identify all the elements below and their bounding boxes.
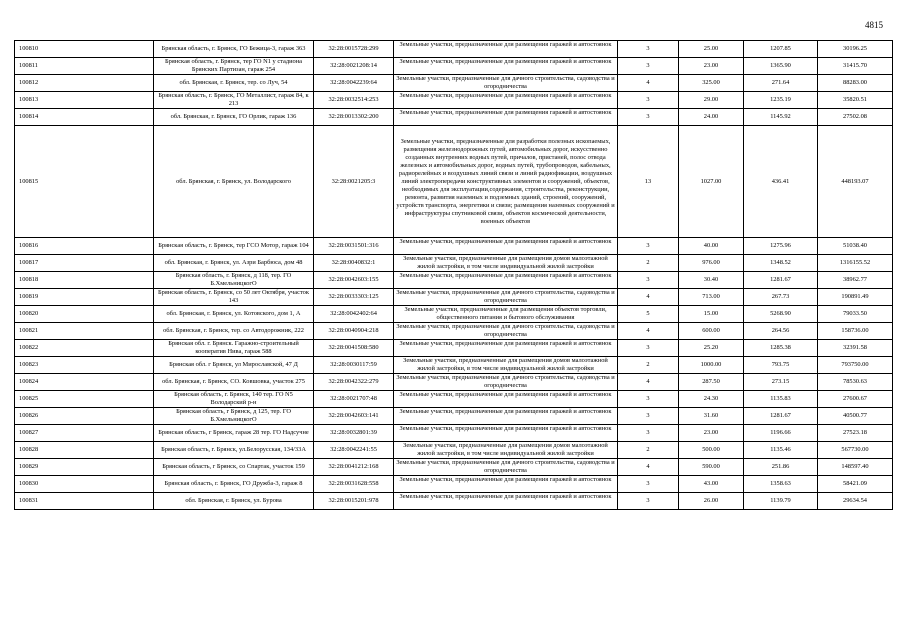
address-cell: обл. Брянская, г. Брянск, тер. со Автодорожник, 222 — [154, 323, 314, 340]
table-row — [15, 442, 893, 459]
record-number-cell: 100829 — [15, 459, 154, 476]
land-use-cell: Земельные участки, предназначенные для размещения гаражей и автостоянок — [394, 340, 618, 357]
area-cell: 713.00 — [679, 289, 744, 306]
address-cell: Брянская область, г. Брянск, со 50 лет Октября, участок 143 — [154, 289, 314, 306]
address-cell: Брянская область, г. Брянск, ул.Белорусская, 134/33А — [154, 442, 314, 459]
cadastral-number-cell: 32:28:0021205:3 — [314, 126, 394, 238]
specific-value-cell: 264.56 — [744, 323, 818, 340]
group-code-cell: 3 — [618, 92, 679, 109]
table-row — [15, 493, 893, 510]
table-row — [15, 374, 893, 391]
cadastral-value-cell: 79033.50 — [818, 306, 893, 323]
table-row — [15, 92, 893, 109]
address-cell: обл. Брянская, г. Брянск, тер. со Луч, 54 — [154, 75, 314, 92]
table-row — [15, 255, 893, 272]
table-row — [15, 238, 893, 255]
cadastral-number-cell: 32:28:0032514:253 — [314, 92, 394, 109]
specific-value-cell: 436.41 — [744, 126, 818, 238]
table-row — [15, 391, 893, 408]
area-cell: 29.00 — [679, 92, 744, 109]
cadastral-value-cell: 51038.40 — [818, 238, 893, 255]
table-row — [15, 109, 893, 126]
area-cell: 976.00 — [679, 255, 744, 272]
address-cell: обл. Брянская, г. Брянск, ул. Котовского, дом 1, А — [154, 306, 314, 323]
record-number-cell: 100814 — [15, 109, 154, 126]
cadastral-number-cell: 32:28:0021208:14 — [314, 58, 394, 75]
group-code-cell: 3 — [618, 238, 679, 255]
group-code-cell: 13 — [618, 126, 679, 238]
address-cell: обл. Брянская, г. Брянск, ул. Азри Барбюса, дом 48 — [154, 255, 314, 272]
record-number-cell: 100831 — [15, 493, 154, 510]
land-use-cell: Земельные участки, предназначенные для дачного строительства, садоводства и огородничества — [394, 289, 618, 306]
group-code-cell: 2 — [618, 255, 679, 272]
cadastral-number-cell: 32:28:0015201:978 — [314, 493, 394, 510]
specific-value-cell: 1135.46 — [744, 442, 818, 459]
land-use-cell: Земельные участки, предназначенные для размещения домов малоэтажной жилой застройки, в том числе индивидуальной жилой застройки — [394, 442, 618, 459]
cadastral-value-cell: 27502.08 — [818, 109, 893, 126]
group-code-cell: 3 — [618, 340, 679, 357]
record-number-cell: 100825 — [15, 391, 154, 408]
land-use-cell: Земельные участки, предназначенные для размещения объектов торговли, общественного питания и бытового обслуживания — [394, 306, 618, 323]
cadastral-number-cell: 32:28:0042603:155 — [314, 272, 394, 289]
cadastral-number-cell: 32:28:0031628:558 — [314, 476, 394, 493]
group-code-cell: 3 — [618, 476, 679, 493]
land-use-cell: Земельные участки, предназначенные для размещения гаражей и автостоянок — [394, 58, 618, 75]
record-number-cell: 100824 — [15, 374, 154, 391]
area-cell: 30.40 — [679, 272, 744, 289]
land-use-cell: Земельные участки, предназначенные для разработки полезных ископаемых, размещения железнодорожных путей, автомобильных дорог, искусственно созданных внутренних водных путей, причалов, пристаней, полос отвода железных и автомобильных дорог, водных путей, трубопроводов, кабельных, радиорелейных и воздушных линий связи и линий радиофикации, воздушных линий электропередачи конструктивных элементов и сооружений, объектов, необходимых для эксплуатации,содержания, строительства, реконструкции, ремонта, развития наземных и подземных зданий, строений, сооружений, устройств транспорта, энергетики и связи; размещения наземных сооружений и инфраструктуры спутниковой связи, объектов космической деятельности, военных объектов — [394, 126, 618, 238]
record-number-cell: 100812 — [15, 75, 154, 92]
cadastral-number-cell: 32:28:0033303:125 — [314, 289, 394, 306]
group-code-cell: 3 — [618, 272, 679, 289]
area-cell: 590.00 — [679, 459, 744, 476]
group-code-cell: 4 — [618, 459, 679, 476]
land-use-cell: Земельные участки, предназначенные для размещения гаражей и автостоянок — [394, 476, 618, 493]
address-cell: Брянская область, г. Брянск, ГО Бежица-3, гараж 363 — [154, 41, 314, 58]
area-cell: 26.00 — [679, 493, 744, 510]
address-cell: Брянская обл. г. Брянск. Гаражно-строительный кооператив Нива, гараж 588 — [154, 340, 314, 357]
land-use-cell: Земельные участки, предназначенные для размещения домов малоэтажной жилой застройки, в том числе индивидуальной жилой застройки — [394, 357, 618, 374]
area-cell: 25.00 — [679, 41, 744, 58]
address-cell: Брянская область, г. Брянск, тер ГСО Мотор, гараж 104 — [154, 238, 314, 255]
table-row — [15, 340, 893, 357]
cadastral-number-cell: 32:28:0021707:48 — [314, 391, 394, 408]
cadastral-number-cell: 32:28:0040832:1 — [314, 255, 394, 272]
group-code-cell: 5 — [618, 306, 679, 323]
area-cell: 24.00 — [679, 109, 744, 126]
group-code-cell: 3 — [618, 408, 679, 425]
cadastral-number-cell: 32:28:0041508:580 — [314, 340, 394, 357]
cadastral-number-cell: 32:28:0042603:141 — [314, 408, 394, 425]
land-use-cell: Земельные участки, предназначенные для размещения гаражей и автостоянок — [394, 272, 618, 289]
cadastral-value-cell: 30196.25 — [818, 41, 893, 58]
cadastral-value-cell: 31415.70 — [818, 58, 893, 75]
cadastral-number-cell: 32:28:0041212:168 — [314, 459, 394, 476]
group-code-cell: 4 — [618, 75, 679, 92]
address-cell: Брянская область, г Брянск, д 125, тер. ГО Б.ХмельницкогО — [154, 408, 314, 425]
address-cell: обл. Брянская, г. Брянск, СО. Ковшовка, участок 275 — [154, 374, 314, 391]
table-row — [15, 476, 893, 493]
land-use-cell: Земельные участки, предназначенные для размещения гаражей и автостоянок — [394, 109, 618, 126]
land-use-cell: Земельные участки, предназначенные для дачного строительства, садоводства и огородничества — [394, 374, 618, 391]
cadastral-value-cell: 158736.00 — [818, 323, 893, 340]
area-cell: 43.00 — [679, 476, 744, 493]
record-number-cell: 100810 — [15, 41, 154, 58]
table-row — [15, 459, 893, 476]
group-code-cell: 3 — [618, 493, 679, 510]
cadastral-value-cell: 32391.58 — [818, 340, 893, 357]
area-cell: 1000.00 — [679, 357, 744, 374]
specific-value-cell: 1145.92 — [744, 109, 818, 126]
land-use-cell: Земельные участки, предназначенные для размещения гаражей и автостоянок — [394, 425, 618, 442]
address-cell: обл. Брянская, г. Брянск, ГО Орлик, гараж 136 — [154, 109, 314, 126]
cadastral-number-cell: 32:28:0030117:59 — [314, 357, 394, 374]
area-cell: 500.00 — [679, 442, 744, 459]
cadastral-value-cell: 38962.77 — [818, 272, 893, 289]
area-cell: 1027.00 — [679, 126, 744, 238]
table-row — [15, 75, 893, 92]
table-row — [15, 41, 893, 58]
area-cell: 23.00 — [679, 58, 744, 75]
group-code-cell: 4 — [618, 289, 679, 306]
cadastral-value-cell: 567730.00 — [818, 442, 893, 459]
group-code-cell: 3 — [618, 425, 679, 442]
land-use-cell: Земельные участки, предназначенные для размещения гаражей и автостоянок — [394, 92, 618, 109]
page-number: 4815 — [865, 20, 883, 30]
cadastral-number-cell: 32:28:0040904:218 — [314, 323, 394, 340]
cadastral-number-cell: 32:28:0042239:64 — [314, 75, 394, 92]
table-row — [15, 58, 893, 75]
specific-value-cell: 1281.67 — [744, 272, 818, 289]
specific-value-cell: 1135.83 — [744, 391, 818, 408]
cadastral-number-cell: 32:28:0015728:299 — [314, 41, 394, 58]
land-use-cell: Земельные участки, предназначенные для размещения гаражей и автостоянок — [394, 41, 618, 58]
area-cell: 40.00 — [679, 238, 744, 255]
specific-value-cell: 1275.96 — [744, 238, 818, 255]
record-number-cell: 100817 — [15, 255, 154, 272]
cadastral-value-cell: 58421.09 — [818, 476, 893, 493]
land-use-cell: Земельные участки, предназначенные для дачного строительства, садоводства и огородничества — [394, 459, 618, 476]
specific-value-cell: 267.73 — [744, 289, 818, 306]
cadastral-value-cell: 35820.51 — [818, 92, 893, 109]
address-cell: Брянская область, г. Брянск, ГО Дружба-3, гараж 8 — [154, 476, 314, 493]
group-code-cell: 2 — [618, 442, 679, 459]
table-row — [15, 289, 893, 306]
record-number-cell: 100815 — [15, 126, 154, 238]
record-number-cell: 100828 — [15, 442, 154, 459]
specific-value-cell: 1207.85 — [744, 41, 818, 58]
record-number-cell: 100827 — [15, 425, 154, 442]
cadastral-number-cell: 32:28:0042241:55 — [314, 442, 394, 459]
cadastral-value-cell: 27523.18 — [818, 425, 893, 442]
area-cell: 25.20 — [679, 340, 744, 357]
land-use-cell: Земельные участки, предназначенные для размещения гаражей и автостоянок — [394, 493, 618, 510]
group-code-cell: 4 — [618, 374, 679, 391]
area-cell: 31.60 — [679, 408, 744, 425]
cadastral-value-cell: 148597.40 — [818, 459, 893, 476]
address-cell: Брянская область, г. Брянск, д 118, тер. ГО Б.ХмельницкогО — [154, 272, 314, 289]
address-cell: Брянская область, г. Брянск, ГО Металлист, гараж 84, к 213 — [154, 92, 314, 109]
record-number-cell: 100821 — [15, 323, 154, 340]
table-row — [15, 357, 893, 374]
record-number-cell: 100830 — [15, 476, 154, 493]
area-cell: 287.50 — [679, 374, 744, 391]
address-cell: Брянская область, г. Брянск, тер ГО N1 у стадиона Брянских Партизан, гараж 254 — [154, 58, 314, 75]
area-cell: 325.00 — [679, 75, 744, 92]
cadastral-number-cell: 32:28:0031501:316 — [314, 238, 394, 255]
cadastral-number-cell: 32:28:0042322:279 — [314, 374, 394, 391]
cadastral-number-cell: 32:28:0042402:64 — [314, 306, 394, 323]
cadastral-value-cell: 29634.54 — [818, 493, 893, 510]
specific-value-cell: 1285.38 — [744, 340, 818, 357]
group-code-cell: 3 — [618, 391, 679, 408]
cadastral-value-cell: 27600.67 — [818, 391, 893, 408]
group-code-cell: 2 — [618, 357, 679, 374]
cadastral-value-cell: 1316155.52 — [818, 255, 893, 272]
table-row — [15, 408, 893, 425]
group-code-cell: 3 — [618, 41, 679, 58]
area-cell: 24.30 — [679, 391, 744, 408]
specific-value-cell: 5268.90 — [744, 306, 818, 323]
group-code-cell: 3 — [618, 58, 679, 75]
record-number-cell: 100816 — [15, 238, 154, 255]
record-number-cell: 100818 — [15, 272, 154, 289]
address-cell: Брянская область, г Брянск, гараж 28 тер. ГО Надсучне — [154, 425, 314, 442]
cadastral-value-cell: 448193.07 — [818, 126, 893, 238]
land-use-cell: Земельные участки, предназначенные для дачного строительства, садоводства и огородничества — [394, 323, 618, 340]
land-use-cell: Земельные участки, предназначенные для размещения гаражей и автостоянок — [394, 408, 618, 425]
specific-value-cell: 1196.66 — [744, 425, 818, 442]
cadastral-value-cell: 88283.00 — [818, 75, 893, 92]
land-use-cell: Земельные участки, предназначенные для размещения домов малоэтажной жилой застройки, в том числе индивидуальной жилой застройки — [394, 255, 618, 272]
group-code-cell: 3 — [618, 109, 679, 126]
address-cell: Брянская область, г. Брянск, 140 тер. ГО N5 Володарский р-н — [154, 391, 314, 408]
address-cell: обл. Брянская, г. Брянск, ул. Володарского — [154, 126, 314, 238]
land-use-cell: Земельные участки, предназначенные для дачного строительства, садоводства и огородничества — [394, 75, 618, 92]
land-use-cell: Земельные участки, предназначенные для размещения гаражей и автостоянок — [394, 238, 618, 255]
specific-value-cell: 1281.67 — [744, 408, 818, 425]
table-row — [15, 425, 893, 442]
record-number-cell: 100826 — [15, 408, 154, 425]
area-cell: 23.00 — [679, 425, 744, 442]
land-use-cell: Земельные участки, предназначенные для размещения гаражей и автостоянок — [394, 391, 618, 408]
record-number-cell: 100819 — [15, 289, 154, 306]
table-row — [15, 306, 893, 323]
record-number-cell: 100822 — [15, 340, 154, 357]
address-cell: Брянская обл. г Брянск, ул Мирославской, 47 Д — [154, 357, 314, 374]
area-cell: 600.00 — [679, 323, 744, 340]
cadastral-value-cell: 793750.00 — [818, 357, 893, 374]
table-row — [15, 323, 893, 340]
specific-value-cell: 271.64 — [744, 75, 818, 92]
area-cell: 15.00 — [679, 306, 744, 323]
record-number-cell: 100813 — [15, 92, 154, 109]
record-number-cell: 100811 — [15, 58, 154, 75]
table-row — [15, 126, 893, 238]
specific-value-cell: 1348.52 — [744, 255, 818, 272]
cadastral-value-cell: 40500.77 — [818, 408, 893, 425]
group-code-cell: 4 — [618, 323, 679, 340]
address-cell: Брянская область, г Брянск, со Спартак, участок 159 — [154, 459, 314, 476]
record-number-cell: 100820 — [15, 306, 154, 323]
land-plots-table — [14, 40, 893, 510]
specific-value-cell: 1358.63 — [744, 476, 818, 493]
cadastral-number-cell: 32:28:0032801:39 — [314, 425, 394, 442]
cadastral-number-cell: 32:28:0013302:200 — [314, 109, 394, 126]
specific-value-cell: 251.86 — [744, 459, 818, 476]
table-row — [15, 272, 893, 289]
specific-value-cell: 1365.90 — [744, 58, 818, 75]
specific-value-cell: 1235.19 — [744, 92, 818, 109]
address-cell: обл. Брянская, г. Брянск, ул. Бурова — [154, 493, 314, 510]
specific-value-cell: 273.15 — [744, 374, 818, 391]
record-number-cell: 100823 — [15, 357, 154, 374]
cadastral-value-cell: 190891.49 — [818, 289, 893, 306]
cadastral-value-cell: 78530.63 — [818, 374, 893, 391]
specific-value-cell: 1139.79 — [744, 493, 818, 510]
specific-value-cell: 793.75 — [744, 357, 818, 374]
